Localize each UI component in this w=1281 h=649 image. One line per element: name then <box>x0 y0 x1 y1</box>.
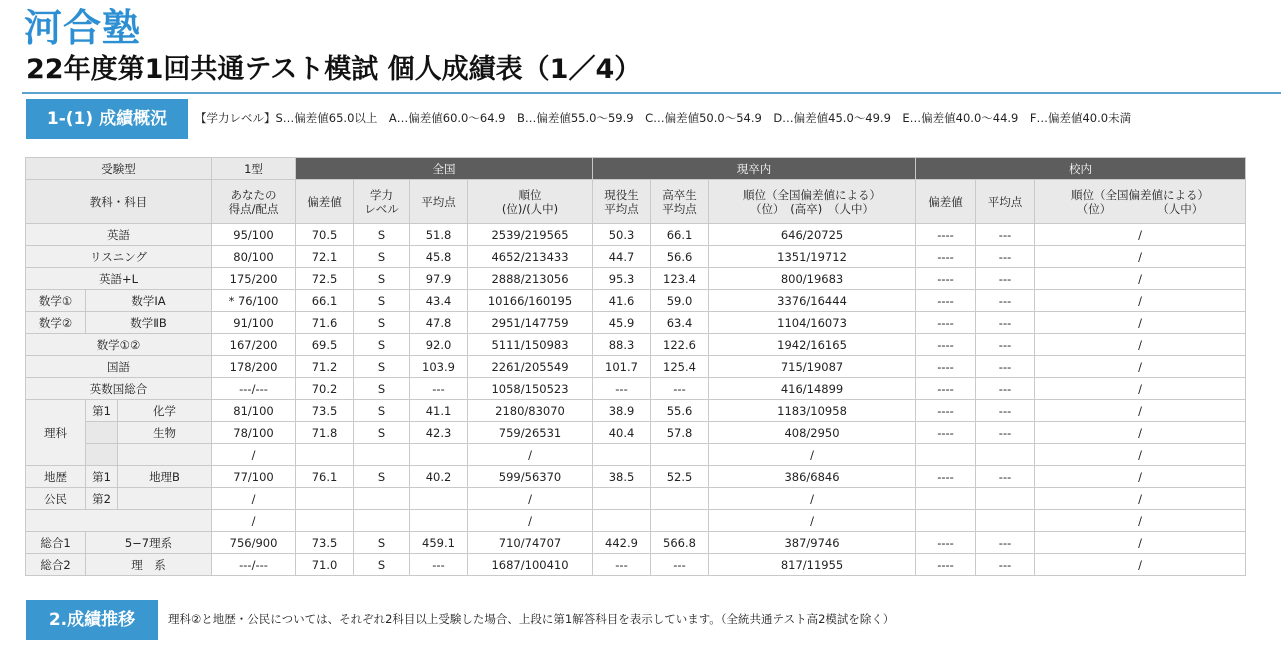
table-row <box>26 510 1246 532</box>
level-cell: S <box>354 290 410 312</box>
level-cell: S <box>354 422 410 444</box>
score-cell: / <box>212 510 296 532</box>
school-average-cell: --- <box>976 532 1035 554</box>
kawaijuku-logo: 河合塾 <box>24 6 142 50</box>
current-rank-cell: 408/2950 <box>709 422 916 444</box>
average-cell: 103.9 <box>410 356 468 378</box>
current-rank-cell: 646/20725 <box>709 224 916 246</box>
school-rank-cell: / <box>1035 268 1246 290</box>
school-deviation-cell: ---- <box>916 532 976 554</box>
average-cell: --- <box>410 378 468 400</box>
table-row <box>26 312 1246 334</box>
score-cell: / <box>212 488 296 510</box>
subject-cell: 数学①② <box>26 334 212 356</box>
school-deviation-cell: ---- <box>916 334 976 356</box>
deviation-cell: 73.5 <box>296 400 354 422</box>
subject-cell: 英語 <box>26 224 212 246</box>
title-divider <box>22 92 1281 94</box>
current-average-cell: 45.9 <box>593 312 651 334</box>
subject-cell: 地理B <box>118 466 212 488</box>
school-average-cell: --- <box>976 312 1035 334</box>
table-row <box>26 268 1246 290</box>
score-cell: 80/100 <box>212 246 296 268</box>
col-level: 学力 レベル <box>354 180 410 224</box>
average-cell: 41.1 <box>410 400 468 422</box>
section-heading-summary: 1-(1) 成績概況 <box>26 99 188 139</box>
table-row <box>26 400 1246 422</box>
sub-cell <box>86 422 118 444</box>
school-average-cell: --- <box>976 224 1035 246</box>
rank-cell: 710/74707 <box>468 532 593 554</box>
sub-cell: 第2 <box>86 488 118 510</box>
school-average-cell: --- <box>976 378 1035 400</box>
current-rank-cell: 1183/10958 <box>709 400 916 422</box>
graduate-average-cell: 56.6 <box>651 246 709 268</box>
rank-cell: / <box>468 444 593 466</box>
level-cell: S <box>354 334 410 356</box>
level-cell <box>354 510 410 532</box>
rank-cell: 1687/100410 <box>468 554 593 576</box>
subject-cell: 英語+L <box>26 268 212 290</box>
average-cell: 43.4 <box>410 290 468 312</box>
school-deviation-cell <box>916 488 976 510</box>
score-cell: 91/100 <box>212 312 296 334</box>
subject-cell: 理 系 <box>86 554 212 576</box>
score-cell: / <box>212 444 296 466</box>
school-deviation-cell: ---- <box>916 290 976 312</box>
school-rank-cell: / <box>1035 290 1246 312</box>
deviation-cell: 69.5 <box>296 334 354 356</box>
current-rank-cell: 1942/16165 <box>709 334 916 356</box>
col-current-rank: 順位（全国偏差値による） （位） (高卒) （人中） <box>709 180 916 224</box>
subject-cell: 化学 <box>118 400 212 422</box>
col-current-average: 現役生 平均点 <box>593 180 651 224</box>
score-cell: ---/--- <box>212 554 296 576</box>
school-deviation-cell: ---- <box>916 224 976 246</box>
level-cell <box>354 444 410 466</box>
rank-cell: 2951/147759 <box>468 312 593 334</box>
school-rank-cell: / <box>1035 554 1246 576</box>
level-cell: S <box>354 378 410 400</box>
average-cell: 42.3 <box>410 422 468 444</box>
deviation-cell: 71.0 <box>296 554 354 576</box>
school-average-cell <box>976 510 1035 532</box>
rank-cell: 1058/150523 <box>468 378 593 400</box>
graduate-average-cell: 566.8 <box>651 532 709 554</box>
current-rank-cell: 1104/16073 <box>709 312 916 334</box>
current-average-cell: 44.7 <box>593 246 651 268</box>
school-average-cell: --- <box>976 356 1035 378</box>
school-rank-cell: / <box>1035 422 1246 444</box>
school-deviation-cell <box>916 444 976 466</box>
level-cell: S <box>354 312 410 334</box>
current-average-cell: 88.3 <box>593 334 651 356</box>
rank-cell: 2539/219565 <box>468 224 593 246</box>
current-rank-cell: / <box>709 488 916 510</box>
graduate-average-cell: 55.6 <box>651 400 709 422</box>
score-cell: 77/100 <box>212 466 296 488</box>
rank-cell: 759/26531 <box>468 422 593 444</box>
average-cell <box>410 444 468 466</box>
current-rank-cell: 1351/19712 <box>709 246 916 268</box>
school-average-cell: --- <box>976 268 1035 290</box>
header-row-1 <box>26 158 1246 180</box>
school-deviation-cell: ---- <box>916 400 976 422</box>
table-row <box>26 334 1246 356</box>
group-cell: 総合2 <box>26 554 86 576</box>
school-average-cell: --- <box>976 554 1035 576</box>
rank-cell: 2888/213056 <box>468 268 593 290</box>
current-average-cell: --- <box>593 378 651 400</box>
col-score: あなたの 得点/配点 <box>212 180 296 224</box>
national-header: 全国 <box>296 158 593 180</box>
average-cell: 45.8 <box>410 246 468 268</box>
current-average-cell: 442.9 <box>593 532 651 554</box>
graduate-average-cell <box>651 510 709 532</box>
current-rank-cell: / <box>709 510 916 532</box>
footnote: 理科②と地歴・公民については、それぞれ2科目以上受験した場合、上段に第1解答科目を表示しています。（全統共通テスト高2模試を除く） <box>168 612 895 626</box>
score-cell: * 76/100 <box>212 290 296 312</box>
school-average-cell: --- <box>976 422 1035 444</box>
subject-cell: リスニング <box>26 246 212 268</box>
school-average-cell: --- <box>976 246 1035 268</box>
sub-cell <box>86 444 118 466</box>
header-row-2 <box>26 180 1246 224</box>
current-average-cell: 38.5 <box>593 466 651 488</box>
graduate-average-cell: 63.4 <box>651 312 709 334</box>
deviation-cell: 76.1 <box>296 466 354 488</box>
school-deviation-cell: ---- <box>916 356 976 378</box>
subject-cell: 数学ⅡB <box>86 312 212 334</box>
subject-cell: 生物 <box>118 422 212 444</box>
level-cell: S <box>354 246 410 268</box>
score-cell: 167/200 <box>212 334 296 356</box>
group-cell: 公民 <box>26 488 86 510</box>
average-cell <box>410 488 468 510</box>
table-row <box>26 488 1246 510</box>
subject-cell <box>118 488 212 510</box>
deviation-cell: 72.5 <box>296 268 354 290</box>
rank-cell: 2261/205549 <box>468 356 593 378</box>
school-rank-cell: / <box>1035 532 1246 554</box>
deviation-cell: 66.1 <box>296 290 354 312</box>
table-row <box>26 444 1246 466</box>
level-cell: S <box>354 466 410 488</box>
average-cell: 97.9 <box>410 268 468 290</box>
average-cell: 459.1 <box>410 532 468 554</box>
school-deviation-cell: ---- <box>916 268 976 290</box>
score-cell: 81/100 <box>212 400 296 422</box>
rank-cell: / <box>468 488 593 510</box>
col-graduate-average: 高卒生 平均点 <box>651 180 709 224</box>
graduate-average-cell <box>651 444 709 466</box>
graduate-average-cell: 59.0 <box>651 290 709 312</box>
group-cell: 数学② <box>26 312 86 334</box>
school-rank-cell: / <box>1035 510 1246 532</box>
current-average-cell: 50.3 <box>593 224 651 246</box>
table-row <box>26 554 1246 576</box>
deviation-cell: 70.2 <box>296 378 354 400</box>
score-cell: 95/100 <box>212 224 296 246</box>
graduate-average-cell: --- <box>651 378 709 400</box>
col-deviation: 偏差値 <box>296 180 354 224</box>
school-average-cell <box>976 444 1035 466</box>
col-rank: 順位 (位)/(人中) <box>468 180 593 224</box>
score-table <box>25 157 1246 576</box>
subject-cell <box>26 510 212 532</box>
school-average-cell <box>976 488 1035 510</box>
table-row <box>26 466 1246 488</box>
school-average-cell: --- <box>976 400 1035 422</box>
school-deviation-cell <box>916 510 976 532</box>
school-rank-cell: / <box>1035 378 1246 400</box>
average-cell: 51.8 <box>410 224 468 246</box>
level-cell: S <box>354 554 410 576</box>
graduate-average-cell: 52.5 <box>651 466 709 488</box>
school-rank-cell: / <box>1035 246 1246 268</box>
col-average: 平均点 <box>410 180 468 224</box>
current-rank-cell: 387/9746 <box>709 532 916 554</box>
school-rank-cell: / <box>1035 334 1246 356</box>
current-rank-cell: 715/19087 <box>709 356 916 378</box>
rank-cell: 2180/83070 <box>468 400 593 422</box>
group-cell: 総合1 <box>26 532 86 554</box>
col-school-rank: 順位（全国偏差値による） （位） （人中） <box>1035 180 1246 224</box>
current-rank-cell: 817/11955 <box>709 554 916 576</box>
current-rank-cell: 386/6846 <box>709 466 916 488</box>
exam-type-label: 受験型 <box>26 158 212 180</box>
level-cell: S <box>354 224 410 246</box>
current-average-cell <box>593 510 651 532</box>
group-cell-science: 理科 <box>26 400 86 466</box>
score-cell: 178/200 <box>212 356 296 378</box>
score-cell: 756/900 <box>212 532 296 554</box>
graduate-average-cell <box>651 488 709 510</box>
current-graduates-header: 現卒内 <box>593 158 916 180</box>
current-average-cell <box>593 444 651 466</box>
current-rank-cell: 416/14899 <box>709 378 916 400</box>
level-cell: S <box>354 400 410 422</box>
school-average-cell: --- <box>976 334 1035 356</box>
col-school-average: 平均点 <box>976 180 1035 224</box>
deviation-cell: 70.5 <box>296 224 354 246</box>
rank-cell: 599/56370 <box>468 466 593 488</box>
graduate-average-cell: 66.1 <box>651 224 709 246</box>
school-rank-cell: / <box>1035 400 1246 422</box>
level-legend: 【学力レベル】S…偏差値65.0以上 A…偏差値60.0〜64.9 B…偏差値55.0〜59.9 C…偏差値50.0〜54.9 D…偏差値45.0〜49.9 E…偏差値40.0〜44.9 F…偏差値40.0未満 <box>195 111 1132 125</box>
school-rank-cell: / <box>1035 488 1246 510</box>
table-row <box>26 246 1246 268</box>
score-cell: ---/--- <box>212 378 296 400</box>
graduate-average-cell: 123.4 <box>651 268 709 290</box>
average-cell: 47.8 <box>410 312 468 334</box>
average-cell: 92.0 <box>410 334 468 356</box>
score-cell: 175/200 <box>212 268 296 290</box>
col-subject: 教科・科目 <box>26 180 212 224</box>
deviation-cell: 71.2 <box>296 356 354 378</box>
rank-cell: 4652/213433 <box>468 246 593 268</box>
subject-cell <box>118 444 212 466</box>
deviation-cell <box>296 488 354 510</box>
deviation-cell: 71.8 <box>296 422 354 444</box>
subject-cell: 数学ⅠA <box>86 290 212 312</box>
deviation-cell: 71.6 <box>296 312 354 334</box>
score-cell: 78/100 <box>212 422 296 444</box>
current-average-cell: 41.6 <box>593 290 651 312</box>
subject-cell: 英数国総合 <box>26 378 212 400</box>
current-average-cell <box>593 488 651 510</box>
average-cell <box>410 510 468 532</box>
school-rank-cell: / <box>1035 466 1246 488</box>
school-deviation-cell: ---- <box>916 466 976 488</box>
col-school-deviation: 偏差値 <box>916 180 976 224</box>
school-average-cell: --- <box>976 290 1035 312</box>
sub-cell: 第1 <box>86 400 118 422</box>
current-rank-cell: 3376/16444 <box>709 290 916 312</box>
school-rank-cell: / <box>1035 312 1246 334</box>
deviation-cell <box>296 510 354 532</box>
section-heading-trend: 2.成績推移 <box>26 600 158 640</box>
school-deviation-cell: ---- <box>916 422 976 444</box>
level-cell <box>354 488 410 510</box>
current-average-cell: 95.3 <box>593 268 651 290</box>
table-row <box>26 356 1246 378</box>
current-average-cell: 40.4 <box>593 422 651 444</box>
subject-cell: 国語 <box>26 356 212 378</box>
group-cell: 数学① <box>26 290 86 312</box>
table-row <box>26 290 1246 312</box>
level-cell: S <box>354 532 410 554</box>
exam-type-value: 1型 <box>212 158 296 180</box>
school-rank-cell: / <box>1035 444 1246 466</box>
graduate-average-cell: 125.4 <box>651 356 709 378</box>
graduate-average-cell: 122.6 <box>651 334 709 356</box>
current-average-cell: 38.9 <box>593 400 651 422</box>
school-average-cell: --- <box>976 466 1035 488</box>
table-row <box>26 224 1246 246</box>
deviation-cell: 73.5 <box>296 532 354 554</box>
school-deviation-cell: ---- <box>916 312 976 334</box>
level-cell: S <box>354 268 410 290</box>
current-average-cell: --- <box>593 554 651 576</box>
deviation-cell: 72.1 <box>296 246 354 268</box>
table-row <box>26 378 1246 400</box>
school-deviation-cell: ---- <box>916 378 976 400</box>
table-row <box>26 532 1246 554</box>
graduate-average-cell: --- <box>651 554 709 576</box>
school-header: 校内 <box>916 158 1246 180</box>
rank-cell: 10166/160195 <box>468 290 593 312</box>
average-cell: --- <box>410 554 468 576</box>
current-rank-cell: / <box>709 444 916 466</box>
deviation-cell <box>296 444 354 466</box>
current-average-cell: 101.7 <box>593 356 651 378</box>
school-deviation-cell: ---- <box>916 246 976 268</box>
group-cell: 地歴 <box>26 466 86 488</box>
school-rank-cell: / <box>1035 356 1246 378</box>
average-cell: 40.2 <box>410 466 468 488</box>
current-rank-cell: 800/19683 <box>709 268 916 290</box>
page-title: 22年度第1回共通テスト模試 個人成績表（1／4） <box>26 54 642 85</box>
rank-cell: 5111/150983 <box>468 334 593 356</box>
rank-cell: / <box>468 510 593 532</box>
school-rank-cell: / <box>1035 224 1246 246</box>
school-deviation-cell: ---- <box>916 554 976 576</box>
sub-cell: 第1 <box>86 466 118 488</box>
graduate-average-cell: 57.8 <box>651 422 709 444</box>
level-cell: S <box>354 356 410 378</box>
subject-cell: 5−7理系 <box>86 532 212 554</box>
table-row <box>26 422 1246 444</box>
